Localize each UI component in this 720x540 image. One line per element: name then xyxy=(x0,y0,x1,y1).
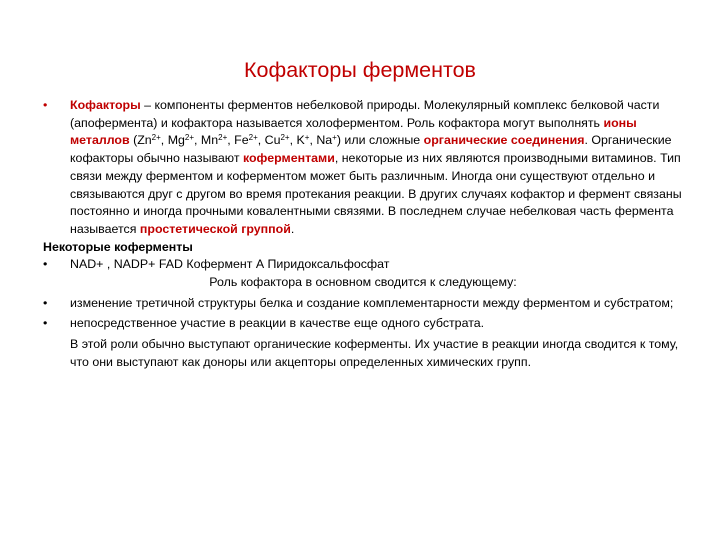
ion-charge: 2+ xyxy=(151,133,161,143)
coenzyme-list-item xyxy=(43,256,683,274)
ion-charge: + xyxy=(332,133,337,143)
ion-charge: 2+ xyxy=(280,133,290,143)
text-segment: . Органические кофакторы обычно называют xyxy=(70,133,672,166)
coenzymes-subheading: Некоторые коферменты xyxy=(43,239,193,254)
role-item-text: изменение третичной структуры белка и создание комплементарности между ферментом и субстратом; xyxy=(70,295,674,310)
metal-ion xyxy=(297,133,317,147)
bullet-icon: • xyxy=(43,257,48,272)
term-prosthetic-group: простетической группой xyxy=(139,221,291,236)
role-item-text: непосредственное участие в реакции в качестве еще одного субстрата. xyxy=(70,316,485,331)
metal-ion xyxy=(168,133,201,147)
ion-charge: + xyxy=(304,133,310,143)
metal-ion xyxy=(137,133,167,147)
text-segment: – компоненты ферментов небелковой природы. Молекулярный комплекс белковой части (апофермента) и кофактора называется холоферментом. Роль кофактора могут выполнять xyxy=(70,98,660,130)
ion-symbol: Cu xyxy=(264,133,281,148)
metal-ion xyxy=(234,133,264,147)
term-cofactors: Кофакторы xyxy=(70,98,141,112)
ion-separator: , xyxy=(194,133,201,148)
ion-separator: , xyxy=(289,133,297,148)
term-metal-ions: ионы металлов xyxy=(70,115,637,148)
cofactor-definition-paragraph xyxy=(43,97,683,239)
metal-ion-list xyxy=(137,133,337,147)
ion-separator: , xyxy=(309,133,317,148)
ion-symbol: Fe xyxy=(234,133,249,148)
ion-charge: 2+ xyxy=(248,133,258,143)
ion-separator: , xyxy=(227,133,235,148)
ion-symbol: Mg xyxy=(167,133,185,148)
ion-charge: 2+ xyxy=(218,133,228,143)
text-segment: ) xyxy=(336,133,341,148)
ion-separator: , xyxy=(160,133,168,148)
closing-paragraph: В этой роли обычно выступают органические коферменты. Их участие в реакции иногда сводится к тому, что они выступают как доноры или акцепторы определенных химических групп. xyxy=(70,337,679,369)
text-segment: . xyxy=(290,221,295,236)
ion-symbol: Na xyxy=(316,133,333,148)
text-segment: ( xyxy=(129,133,138,148)
metal-ion xyxy=(316,133,337,147)
bullet-icon: • xyxy=(43,98,48,112)
term-coenzymes: коферментами xyxy=(242,151,335,166)
bullet-icon: • xyxy=(43,295,48,310)
metal-ion xyxy=(265,133,297,147)
ion-symbol: Zn xyxy=(137,133,152,148)
role-heading: Роль кофактора в основном сводится к следующему: xyxy=(209,275,517,290)
coenzyme-list-text: NAD+ , NADP+ FAD Кофермент А Пиридоксальфосфат xyxy=(70,257,390,272)
ion-symbol: Mn xyxy=(200,133,219,148)
metal-ion xyxy=(201,133,234,147)
term-organic-compounds: органические соединения xyxy=(423,133,585,148)
ion-charge: 2+ xyxy=(184,133,195,143)
text-segment: или сложные xyxy=(340,133,424,148)
role-item xyxy=(43,315,683,333)
text-segment: , некоторые из них являются производными витаминов. Тип связи между ферментом и коферментом может быть различным. Иногда они существуют отдельно и связываются друг с другом во время протекания реакции. В других случаях кофактор и фермент связаны постоянно и иногда прочными ковалентными связями. В последнем случае небелковая часть фермента называется xyxy=(70,151,682,236)
slide-title: Кофакторы ферментов xyxy=(244,58,476,82)
ion-symbol: K xyxy=(296,133,305,148)
slide-content xyxy=(43,97,683,372)
bullet-icon: • xyxy=(43,316,48,331)
ion-separator: , xyxy=(257,133,265,148)
role-item xyxy=(43,295,683,313)
